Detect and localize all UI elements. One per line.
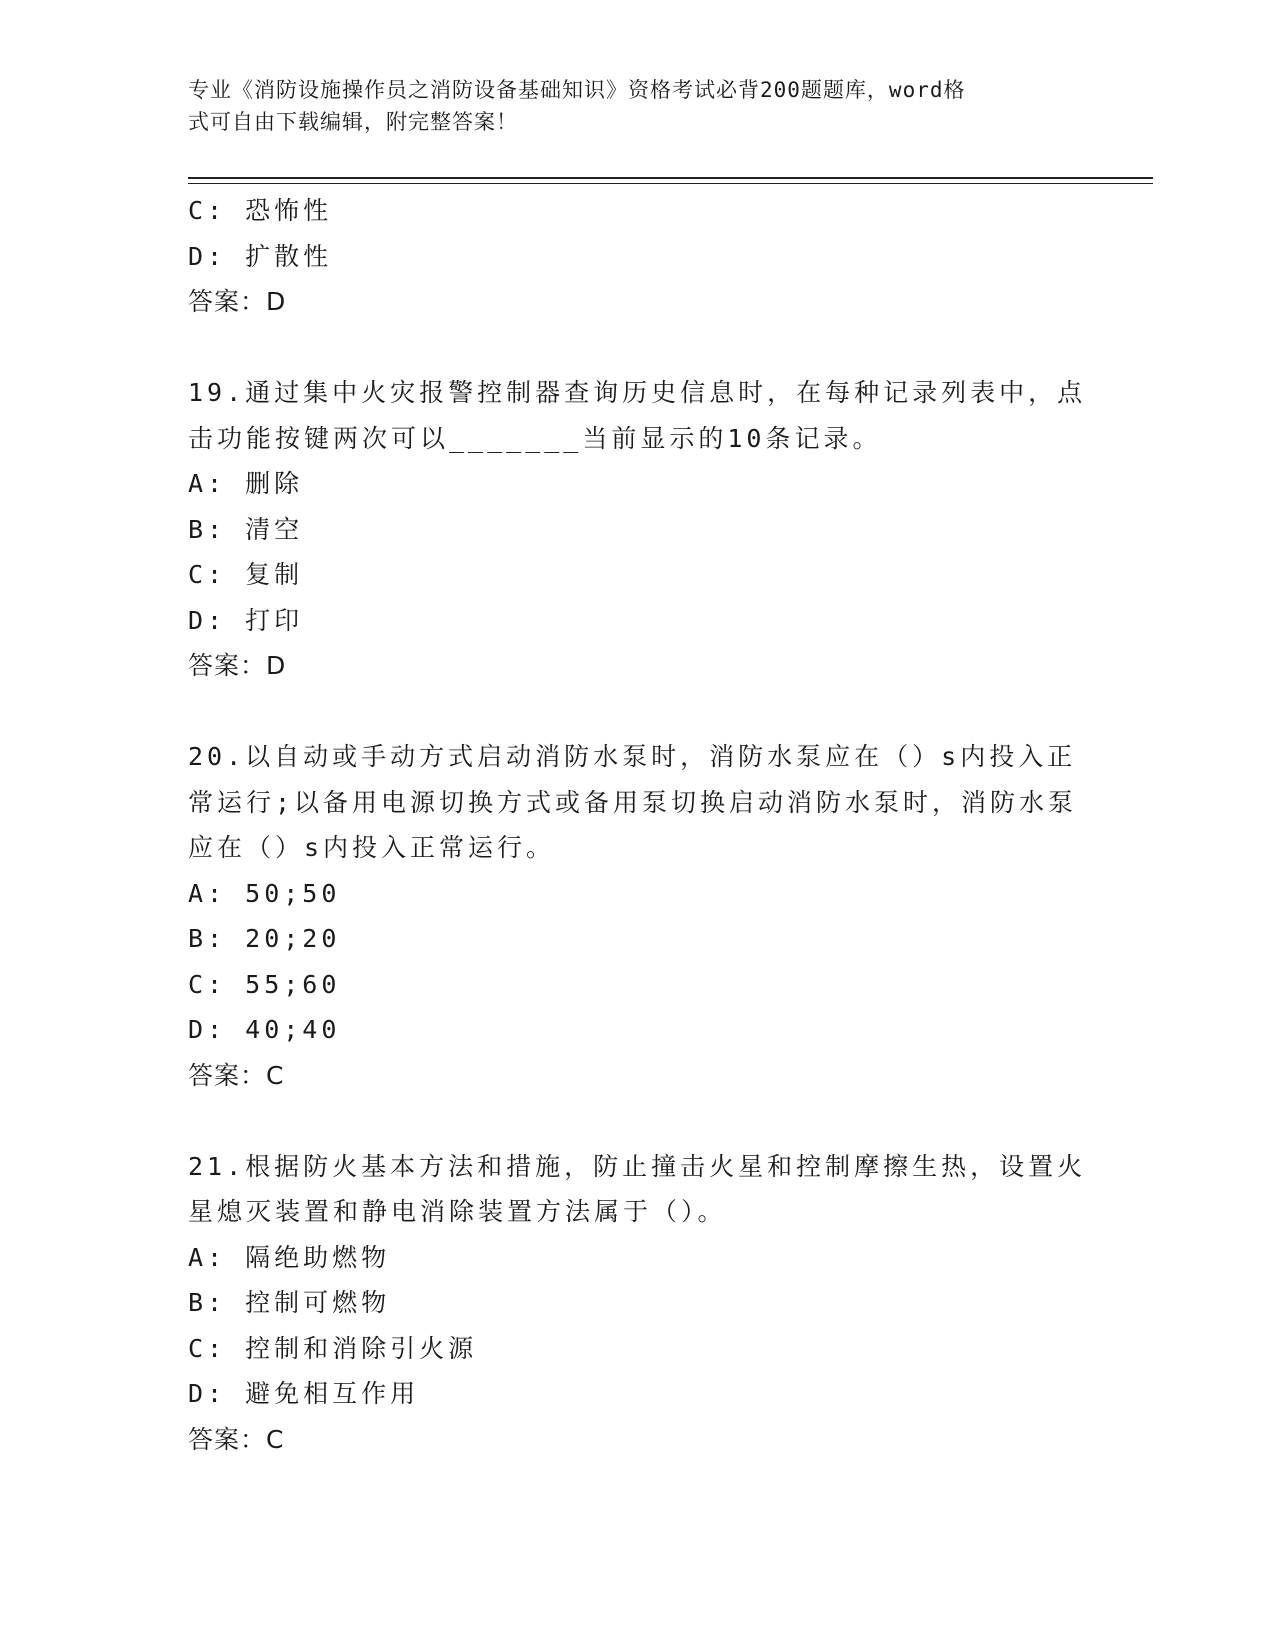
question-stem: 击功能按键两次可以_______当前显示的10条记录。	[188, 423, 882, 453]
option-b: B: 20;20	[188, 924, 341, 953]
option-d: D: 避免相互作用	[188, 1379, 420, 1408]
option-d: D: 40;40	[188, 1015, 341, 1044]
header-divider-thick	[188, 177, 1153, 179]
answer-line: 答案：D	[188, 651, 287, 680]
option-a: A: 删除	[188, 469, 304, 498]
header-line-1: 专业《消防设施操作员之消防设备基础知识》资格考试必背200题题库，word格	[188, 78, 966, 102]
question-stem: 常运行;以备用电源切换方式或备用泵切换启动消防水泵时，消防水泵	[188, 787, 1078, 817]
question-stem: 20.以自动或手动方式启动消防水泵时，消防水泵应在（）s内投入正	[188, 742, 1077, 771]
question-19	[188, 370, 1088, 689]
question-18-tail	[188, 188, 1088, 325]
question-20	[188, 734, 1088, 1098]
question-21	[188, 1144, 1088, 1463]
spacer	[188, 325, 1088, 371]
option-a: A: 隔绝助燃物	[188, 1242, 391, 1272]
header-line-2: 式可自由下载编辑，附完整答案！	[188, 110, 518, 134]
answer-line: 答案：D	[188, 287, 287, 316]
header-divider-thin	[188, 183, 1153, 184]
spacer	[188, 689, 1088, 735]
answer-line: 答案：C	[188, 1424, 285, 1454]
option-c: C: 复制	[188, 560, 304, 589]
document-header	[188, 74, 1068, 138]
spacer	[188, 1098, 1088, 1144]
question-stem: 21.根据防火基本方法和措施，防止撞击火星和控制摩擦生热，设置火	[188, 1151, 1087, 1181]
question-list	[188, 188, 1088, 1462]
option-c: C: 55;60	[188, 969, 341, 999]
option-d: D: 扩散性	[188, 241, 333, 271]
question-stem: 星熄灭装置和静电消除装置方法属于（）。	[188, 1197, 727, 1226]
question-stem: 应在（）s内投入正常运行。	[188, 833, 556, 862]
option-c: C: 控制和消除引火源	[188, 1333, 478, 1363]
option-c: C: 恐怖性	[188, 196, 333, 225]
option-b: B: 清空	[188, 514, 304, 544]
answer-line: 答案：C	[188, 1060, 285, 1090]
option-b: B: 控制可燃物	[188, 1288, 391, 1317]
option-a: A: 50;50	[188, 878, 341, 908]
question-stem: 19.通过集中火灾报警控制器查询历史信息时，在每种记录列表中，点	[188, 378, 1087, 407]
option-d: D: 打印	[188, 605, 304, 635]
